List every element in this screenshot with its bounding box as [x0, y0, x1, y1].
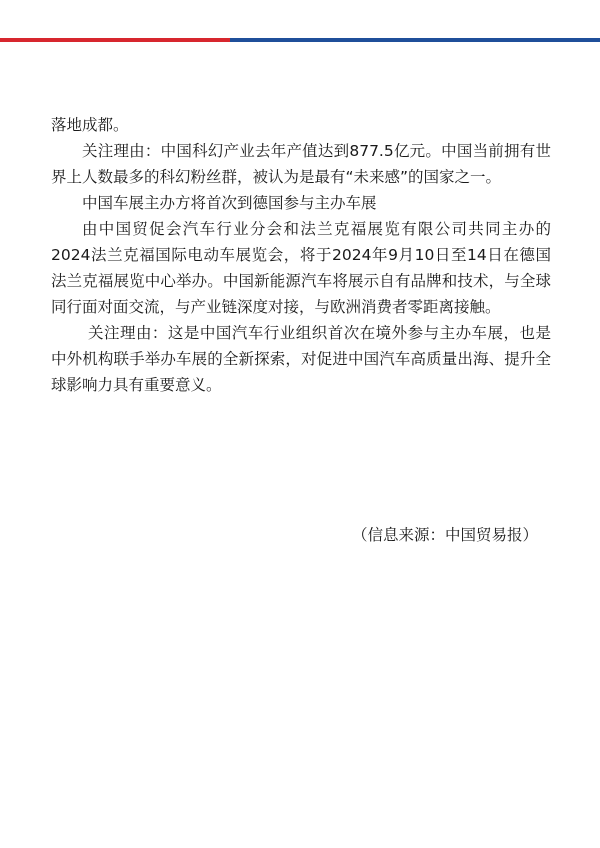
- paragraph-continuation: 落地成都。: [51, 116, 129, 134]
- header-color-bar: [0, 38, 600, 42]
- header-bar-red-segment: [0, 38, 230, 42]
- paragraph-auto-show-reason: 关注理由：这是中国汽车行业组织首次在境外参与主办车展，也是中外机构联手举办车展的全新探索，对促进中国汽车高质量出海、提升全球影响力具有重要意义。: [51, 324, 551, 394]
- source-attribution: （信息来源：中国贸易报）: [351, 526, 538, 544]
- paragraph-heading-auto-show: 中国车展主办方将首次到德国参与主办车展: [82, 194, 377, 212]
- article-body: [51, 112, 551, 398]
- paragraph-scifi-reason: 关注理由：中国科幻产业去年产值达到877.5亿元。中国当前拥有世界上人数最多的科幻粉丝群，被认为是最有“未来感”的国家之一。: [51, 142, 551, 186]
- paragraph-auto-show-details: 由中国贸促会汽车行业分会和法兰克福展览有限公司共同主办的2024法兰克福国际电动车展览会，将于2024年9月10日至14日在德国法兰克福展览中心举办。中国新能源汽车将展示自有品牌和技术，与全球同行面对面交流，与产业链深度对接，与欧洲消费者零距离接触。: [51, 220, 551, 316]
- header-bar-blue-segment: [230, 38, 600, 42]
